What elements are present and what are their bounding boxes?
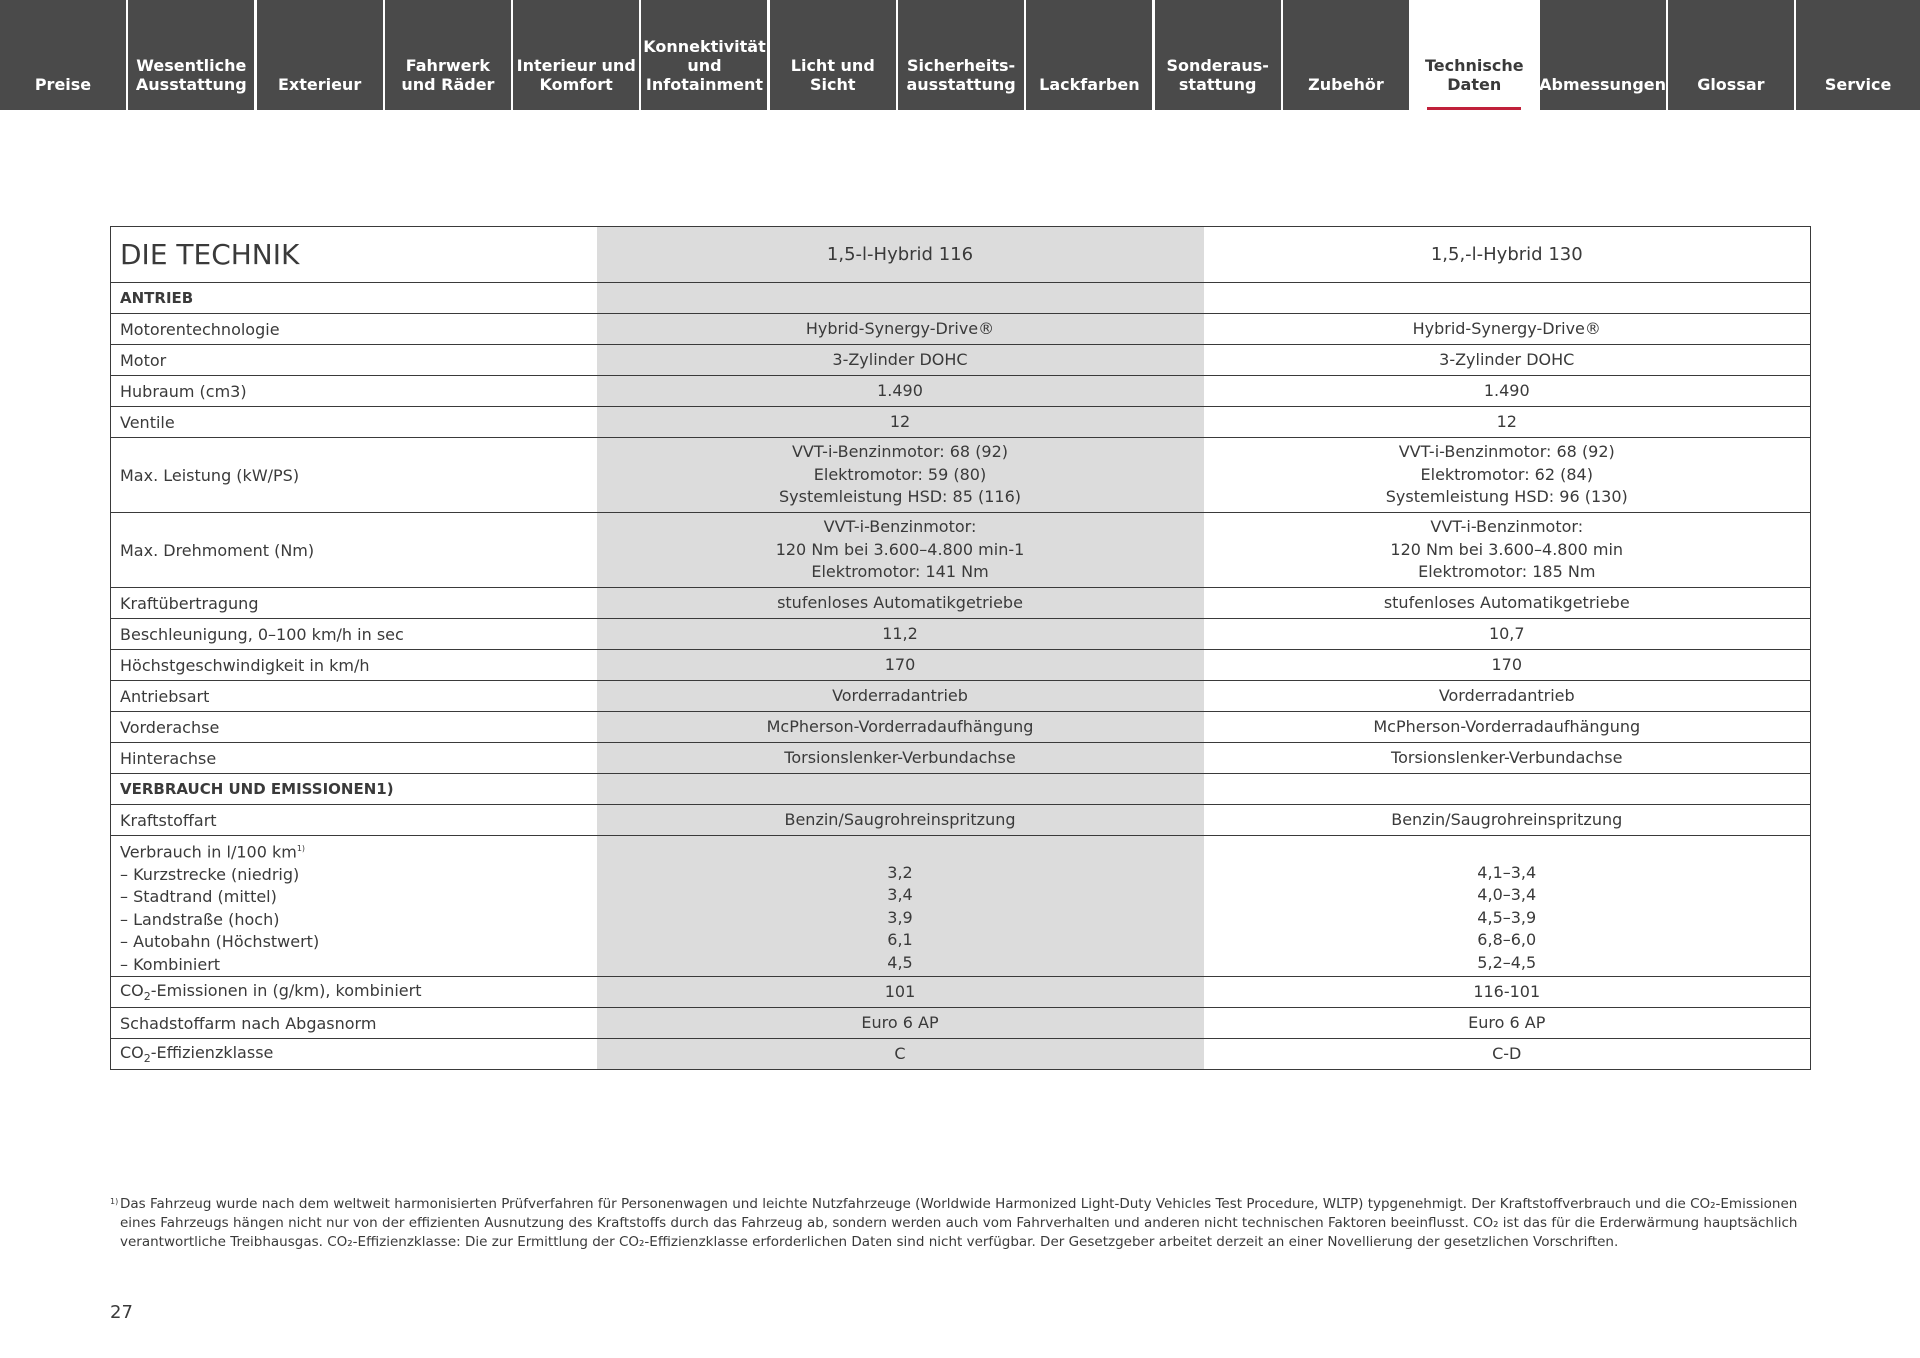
tab-glossar[interactable]: Glossar <box>1668 0 1794 110</box>
row-label: Max. Drehmoment (Nm) <box>111 513 597 588</box>
cell-value: Hybrid-Synergy-Drive® <box>1204 314 1811 345</box>
cell-value: Torsionslenker-Verbundachse <box>597 743 1204 774</box>
section-row-verbrauch <box>111 774 1811 805</box>
cell-value: Torsionslenker-Verbundachse <box>1204 743 1811 774</box>
model-header-hybrid-116: 1,5-l-Hybrid 116 <box>597 227 1204 283</box>
cell-value: Hybrid-Synergy-Drive® <box>597 314 1204 345</box>
table-row <box>111 407 1811 438</box>
table-row <box>111 650 1811 681</box>
table-row <box>111 345 1811 376</box>
tab-konnektivitaet-und-infotainment[interactable]: Konnektivität und Infotainment <box>641 0 767 110</box>
cell-value: 1.490 <box>1204 376 1811 407</box>
row-sublabels: – Kurzstrecke (niedrig) – Stadtrand (mittel) – Landstraße (hoch) – Autobahn (Höchstwert) – Kombiniert <box>120 864 320 974</box>
technical-data-table <box>110 226 1811 1070</box>
tab-abmessungen[interactable]: Abmessungen <box>1540 0 1666 110</box>
row-label: $CO_2$-Emissionen in (g/km), kombiniert <box>111 977 597 1008</box>
tab-technische-daten[interactable]: Technische Daten <box>1411 0 1537 110</box>
cell-value: Benzin/Saugrohreinspritzung <box>1204 805 1811 836</box>
row-label: Kraftstoffart <box>111 805 597 836</box>
tab-sicherheitsausstattung[interactable]: Sicherheits- ausstattung <box>898 0 1024 110</box>
section-title: ANTRIEB <box>111 283 597 314</box>
cell-value: 10,7 <box>1204 619 1811 650</box>
tab-sonderausstattung[interactable]: Sonderaus- stattung <box>1155 0 1281 110</box>
table-row <box>111 376 1811 407</box>
cell-value: 3-Zylinder DOHC <box>1204 345 1811 376</box>
cell-value: C <box>597 1039 1204 1070</box>
row-label: Vorderachse <box>111 712 597 743</box>
table-row <box>111 743 1811 774</box>
page-number: 27 <box>110 1302 133 1323</box>
table-row <box>111 977 1811 1008</box>
tab-interieur-und-komfort[interactable]: Interieur und Komfort <box>513 0 639 110</box>
row-label: Schadstoffarm nach Abgasnorm <box>111 1008 597 1039</box>
cell-value: 11,2 <box>597 619 1204 650</box>
cell-value: 116-101 <box>1204 977 1811 1008</box>
row-label <box>111 836 597 977</box>
cell-value: 170 <box>1204 650 1811 681</box>
table-row <box>111 805 1811 836</box>
table-row <box>111 681 1811 712</box>
table-row <box>111 438 1811 513</box>
footnote-text: Das Fahrzeug wurde nach dem weltweit harmonisierten Prüfverfahren für Personenwagen und leichte Nutzfahrzeuge (Worldwide Harmonized Light-Duty Vehicles Test Procedure, WLTP) typgenehmigt. Der Kraftstoffverbrauch und die CO₂-Emissionen eines Fahrzeugs hängen nicht nur von der effizienten Ausnutzung des Kraftstoffs durch das Fahrzeug ab, sondern werden auch vom Fahrverhalten und anderen nicht technischen Faktoren beeinflusst. CO₂ ist das für die Erderwärmung hauptsächlich verantwortliche Treibhausgas. CO₂-Effizienzklasse: Die zur Ermittlung der CO₂-Effizienzklasse erforderlichen Daten sind nicht verfügbar. Der Gesetzgeber arbeitet derzeit an einer Novellierung der gesetzlichen Vorschriften. <box>120 1196 1798 1250</box>
tab-preise[interactable]: Preise <box>0 0 126 110</box>
tab-wesentliche-ausstattung[interactable]: Wesentliche Ausstattung <box>128 0 254 110</box>
cell-value: C-D <box>1204 1039 1811 1070</box>
row-label: Ventile <box>111 407 597 438</box>
section-title: VERBRAUCH UND EMISSIONEN1) <box>111 774 597 805</box>
tab-licht-und-sicht[interactable]: Licht und Sicht <box>770 0 896 110</box>
section-row-antrieb <box>111 283 1811 314</box>
row-label: Hubraum (cm3) <box>111 376 597 407</box>
row-label-title: Verbrauch in l/100 km <box>120 842 297 862</box>
table-row <box>111 712 1811 743</box>
table-row <box>111 836 1811 977</box>
tab-fahrwerk-und-raeder[interactable]: Fahrwerk und Räder <box>385 0 511 110</box>
row-label: Beschleunigung, 0–100 km/h in sec <box>111 619 597 650</box>
footnote-mark: 1) <box>110 1197 119 1206</box>
tab-exterieur[interactable]: Exterieur <box>257 0 383 110</box>
row-label: Antriebsart <box>111 681 597 712</box>
cell-value: stufenloses Automatikgetriebe <box>1204 588 1811 619</box>
table-title: DIE TECHNIK <box>111 227 597 283</box>
cell-value: Euro 6 AP <box>1204 1008 1811 1039</box>
row-label: Motor <box>111 345 597 376</box>
cell-value: 12 <box>1204 407 1811 438</box>
cell-value: VVT-i-Benzinmotor: 120 Nm bei 3.600–4.800 min-1 Elektromotor: 141 Nm <box>597 513 1204 588</box>
cell-value: stufenloses Automatikgetriebe <box>597 588 1204 619</box>
cell-value: Benzin/Saugrohreinspritzung <box>597 805 1204 836</box>
cell-value: VVT-i-Benzinmotor: 120 Nm bei 3.600–4.800 min Elektromotor: 185 Nm <box>1204 513 1811 588</box>
row-label: Max. Leistung (kW/PS) <box>111 438 597 513</box>
table-row <box>111 1008 1811 1039</box>
row-label: $CO_2$-Effizienzklasse <box>111 1039 597 1070</box>
cell-value: McPherson-Vorderradaufhängung <box>1204 712 1811 743</box>
cell-value: 101 <box>597 977 1204 1008</box>
table-row <box>111 1039 1811 1070</box>
cell-value: VVT-i-Benzinmotor: 68 (92) Elektromotor: 62 (84) Systemleistung HSD: 96 (130) <box>1204 438 1811 513</box>
cell-value: 4,1–3,4 4,0–3,4 4,5–3,9 6,8–6,0 5,2–4,5 <box>1204 836 1811 977</box>
table-row <box>111 314 1811 345</box>
cell-value: VVT-i-Benzinmotor: 68 (92) Elektromotor: 59 (80) Systemleistung HSD: 85 (116) <box>597 438 1204 513</box>
cell-value: 1.490 <box>597 376 1204 407</box>
cell-value: McPherson-Vorderradaufhängung <box>597 712 1204 743</box>
row-label: Kraftübertragung <box>111 588 597 619</box>
cell-value: 170 <box>597 650 1204 681</box>
model-header-hybrid-130: 1,5,-l-Hybrid 130 <box>1204 227 1811 283</box>
cell-value: 3,2 3,4 3,9 6,1 4,5 <box>597 836 1204 977</box>
table-row <box>111 588 1811 619</box>
cell-value: Vorderradantrieb <box>1204 681 1811 712</box>
cell-value: 3-Zylinder DOHC <box>597 345 1204 376</box>
footnote <box>110 1195 1810 1252</box>
cell-value: Vorderradantrieb <box>597 681 1204 712</box>
top-navigation <box>0 0 1920 110</box>
row-label: Motorentechnologie <box>111 314 597 345</box>
row-label: Höchstgeschwindigkeit in km/h <box>111 650 597 681</box>
tab-service[interactable]: Service <box>1796 0 1920 110</box>
footnote-ref: 1) <box>296 844 306 853</box>
table-row <box>111 513 1811 588</box>
tab-zubehoer[interactable]: Zubehör <box>1283 0 1409 110</box>
tab-lackfarben[interactable]: Lackfarben <box>1026 0 1152 110</box>
cell-value: 12 <box>597 407 1204 438</box>
table-header-row <box>111 227 1811 283</box>
cell-value: Euro 6 AP <box>597 1008 1204 1039</box>
table-row <box>111 619 1811 650</box>
row-label: Hinterachse <box>111 743 597 774</box>
